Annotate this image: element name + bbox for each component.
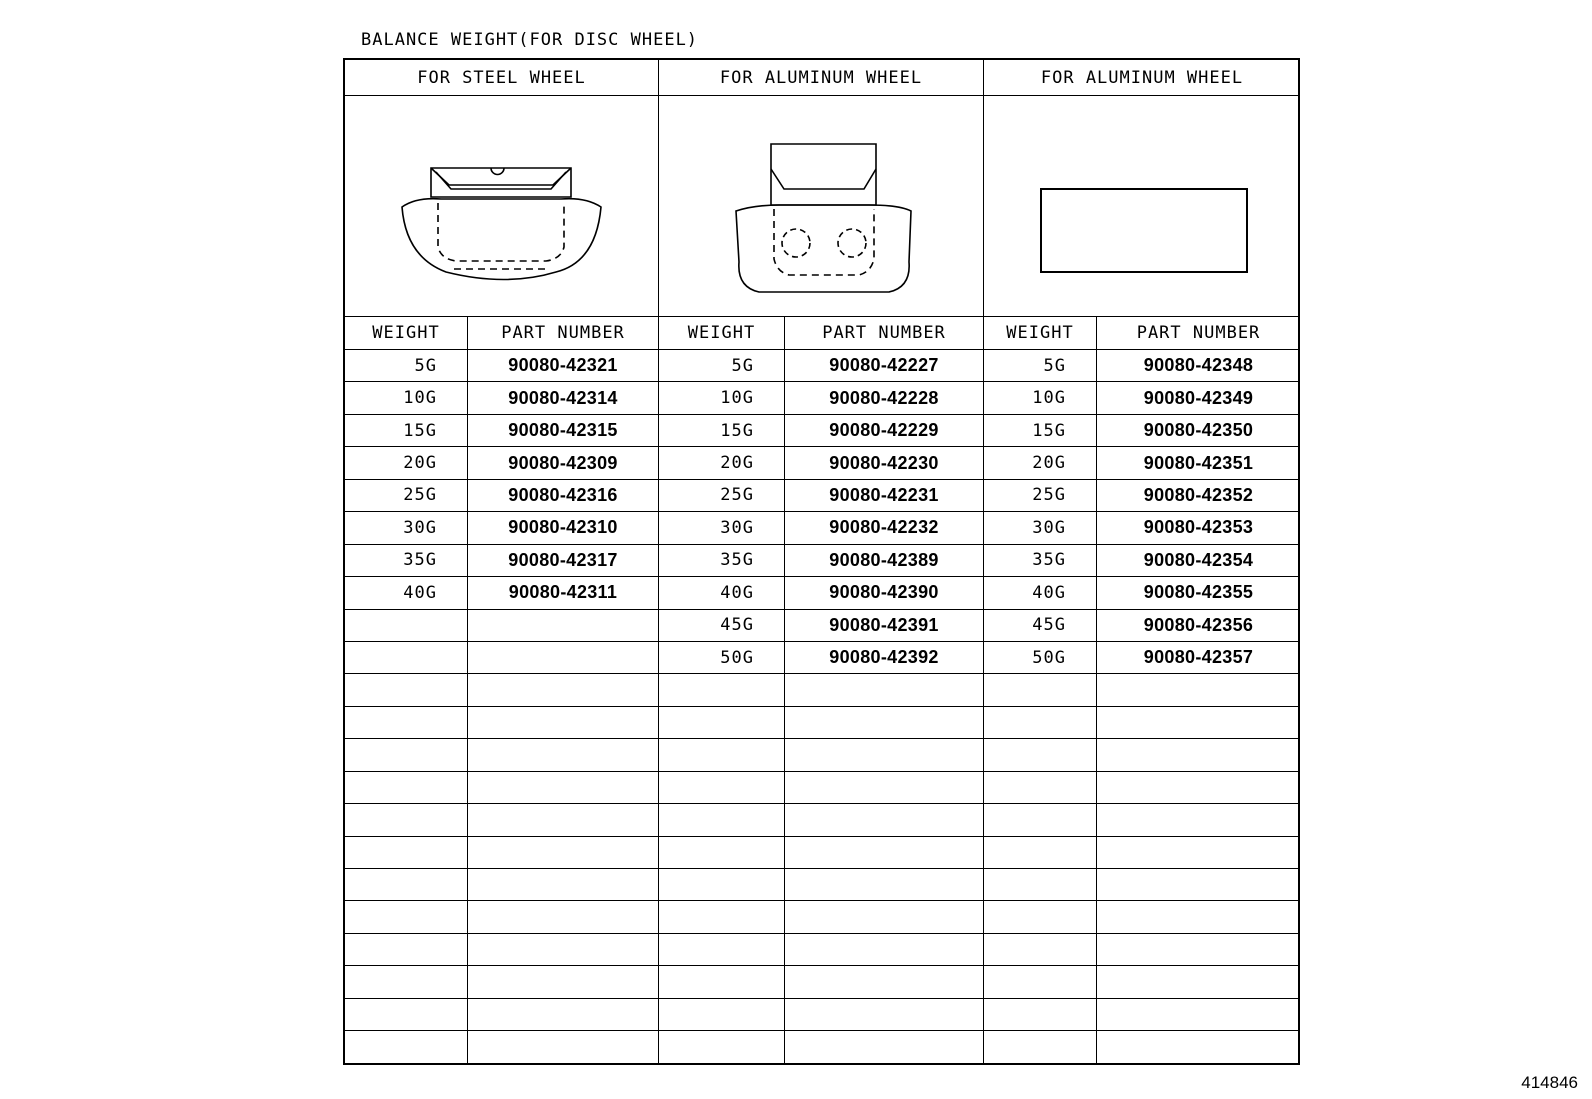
empty-weight-cell bbox=[984, 966, 1097, 998]
empty-weight-cell bbox=[345, 837, 468, 869]
part-number-value: 90080-42350 bbox=[1097, 415, 1300, 447]
empty-weight-cell bbox=[345, 674, 468, 706]
empty-part-cell bbox=[1097, 707, 1300, 739]
adhesive-weight-drawing bbox=[985, 97, 1299, 316]
empty-part-cell bbox=[785, 707, 984, 739]
empty-part-cell bbox=[1097, 934, 1300, 966]
part-number-value: 90080-42231 bbox=[785, 480, 984, 512]
aluminum-clip-weight-illustration bbox=[659, 96, 984, 317]
part-number-value: 90080-42392 bbox=[785, 642, 984, 674]
empty-weight-cell bbox=[984, 772, 1097, 804]
col-header-weight-steel: WEIGHT bbox=[345, 317, 468, 350]
empty-part-cell bbox=[1097, 901, 1300, 933]
empty-weight-cell bbox=[659, 966, 785, 998]
weight-value: 35G bbox=[659, 545, 785, 577]
empty-part-cell bbox=[785, 966, 984, 998]
weight-value: 20G bbox=[345, 447, 468, 479]
empty-weight-cell bbox=[659, 804, 785, 836]
weight-value: 30G bbox=[659, 512, 785, 544]
empty-part-cell bbox=[785, 901, 984, 933]
empty-part-cell bbox=[1097, 804, 1300, 836]
weight-value: 45G bbox=[984, 610, 1097, 642]
part-number-value: 90080-42389 bbox=[785, 545, 984, 577]
empty-weight-cell bbox=[659, 901, 785, 933]
weight-value: 20G bbox=[984, 447, 1097, 479]
part-number-value: 90080-42314 bbox=[468, 382, 659, 414]
empty-part-cell bbox=[1097, 772, 1300, 804]
empty-part-cell bbox=[468, 674, 659, 706]
section-header-steel: FOR STEEL WHEEL bbox=[345, 60, 659, 96]
weight-value: 10G bbox=[345, 382, 468, 414]
col-header-weight-alu-clip: WEIGHT bbox=[659, 317, 785, 350]
weight-value: 50G bbox=[659, 642, 785, 674]
part-number-value: 90080-42355 bbox=[1097, 577, 1300, 609]
weight-value: 5G bbox=[659, 350, 785, 382]
empty-weight-cell bbox=[984, 934, 1097, 966]
aluminum-clip-weight-drawing bbox=[659, 97, 983, 316]
empty-part-cell bbox=[468, 934, 659, 966]
empty-part-cell bbox=[1097, 966, 1300, 998]
empty-weight-cell bbox=[345, 934, 468, 966]
weight-value: 35G bbox=[984, 545, 1097, 577]
empty-part-cell bbox=[468, 642, 659, 674]
empty-weight-cell bbox=[984, 707, 1097, 739]
part-number-value: 90080-42309 bbox=[468, 447, 659, 479]
empty-part-cell bbox=[468, 837, 659, 869]
empty-part-cell bbox=[468, 1031, 659, 1063]
part-number-value: 90080-42391 bbox=[785, 610, 984, 642]
empty-part-cell bbox=[1097, 869, 1300, 901]
empty-part-cell bbox=[468, 610, 659, 642]
empty-weight-cell bbox=[345, 869, 468, 901]
empty-weight-cell bbox=[659, 674, 785, 706]
col-header-part-alu-adhesive: PART NUMBER bbox=[1097, 317, 1300, 350]
part-number-value: 90080-42227 bbox=[785, 350, 984, 382]
part-number-value: 90080-42228 bbox=[785, 382, 984, 414]
empty-part-cell bbox=[468, 804, 659, 836]
steel-clip-weight-drawing bbox=[346, 97, 658, 316]
part-number-value: 90080-42230 bbox=[785, 447, 984, 479]
steel-weight-illustration bbox=[345, 96, 659, 317]
adhesive-weight-illustration bbox=[984, 96, 1300, 317]
part-number-value: 90080-42390 bbox=[785, 577, 984, 609]
empty-weight-cell bbox=[659, 837, 785, 869]
part-number-value: 90080-42353 bbox=[1097, 512, 1300, 544]
empty-weight-cell bbox=[984, 901, 1097, 933]
empty-weight-cell bbox=[345, 610, 468, 642]
part-number-value: 90080-42352 bbox=[1097, 480, 1300, 512]
weight-value: 40G bbox=[984, 577, 1097, 609]
weight-value: 25G bbox=[659, 480, 785, 512]
part-number-value: 90080-42349 bbox=[1097, 382, 1300, 414]
empty-weight-cell bbox=[659, 707, 785, 739]
empty-part-cell bbox=[468, 772, 659, 804]
weight-value: 35G bbox=[345, 545, 468, 577]
empty-weight-cell bbox=[345, 1031, 468, 1063]
empty-weight-cell bbox=[345, 901, 468, 933]
empty-weight-cell bbox=[345, 966, 468, 998]
weight-value: 40G bbox=[345, 577, 468, 609]
empty-weight-cell bbox=[984, 837, 1097, 869]
part-number-value: 90080-42315 bbox=[468, 415, 659, 447]
empty-part-cell bbox=[1097, 999, 1300, 1031]
empty-part-cell bbox=[785, 999, 984, 1031]
section-header-aluminum-clip: FOR ALUMINUM WHEEL bbox=[659, 60, 984, 96]
part-number-value: 90080-42348 bbox=[1097, 350, 1300, 382]
empty-part-cell bbox=[785, 837, 984, 869]
weight-value: 5G bbox=[345, 350, 468, 382]
empty-weight-cell bbox=[984, 739, 1097, 771]
weight-value: 5G bbox=[984, 350, 1097, 382]
col-header-part-steel: PART NUMBER bbox=[468, 317, 659, 350]
weight-value: 30G bbox=[984, 512, 1097, 544]
weight-value: 40G bbox=[659, 577, 785, 609]
empty-weight-cell bbox=[659, 869, 785, 901]
empty-part-cell bbox=[468, 869, 659, 901]
empty-weight-cell bbox=[345, 772, 468, 804]
empty-weight-cell bbox=[984, 869, 1097, 901]
empty-part-cell bbox=[1097, 739, 1300, 771]
empty-part-cell bbox=[468, 901, 659, 933]
empty-part-cell bbox=[468, 707, 659, 739]
weight-value: 15G bbox=[659, 415, 785, 447]
empty-weight-cell bbox=[659, 1031, 785, 1063]
empty-part-cell bbox=[785, 772, 984, 804]
empty-weight-cell bbox=[659, 999, 785, 1031]
empty-weight-cell bbox=[345, 739, 468, 771]
document-number: 414846 bbox=[1521, 1073, 1578, 1092]
part-number-value: 90080-42351 bbox=[1097, 447, 1300, 479]
part-number-value: 90080-42232 bbox=[785, 512, 984, 544]
weight-value: 25G bbox=[345, 480, 468, 512]
empty-part-cell bbox=[1097, 1031, 1300, 1063]
page-title: BALANCE WEIGHT(FOR DISC WHEEL) bbox=[361, 30, 699, 50]
part-number-value: 90080-42321 bbox=[468, 350, 659, 382]
empty-weight-cell bbox=[659, 739, 785, 771]
part-number-value: 90080-42317 bbox=[468, 545, 659, 577]
balance-weight-table bbox=[343, 58, 1300, 1065]
empty-weight-cell bbox=[345, 642, 468, 674]
empty-weight-cell bbox=[984, 804, 1097, 836]
empty-part-cell bbox=[785, 1031, 984, 1063]
part-number-value: 90080-42316 bbox=[468, 480, 659, 512]
weight-value: 10G bbox=[659, 382, 785, 414]
empty-part-cell bbox=[785, 804, 984, 836]
col-header-weight-alu-adhesive: WEIGHT bbox=[984, 317, 1097, 350]
weight-value: 15G bbox=[984, 415, 1097, 447]
part-number-value: 90080-42356 bbox=[1097, 610, 1300, 642]
empty-weight-cell bbox=[984, 674, 1097, 706]
empty-weight-cell bbox=[659, 772, 785, 804]
empty-part-cell bbox=[468, 966, 659, 998]
section-header-aluminum-adhesive: FOR ALUMINUM WHEEL bbox=[984, 60, 1300, 96]
weight-value: 20G bbox=[659, 447, 785, 479]
weight-value: 45G bbox=[659, 610, 785, 642]
empty-weight-cell bbox=[345, 707, 468, 739]
empty-part-cell bbox=[468, 739, 659, 771]
empty-part-cell bbox=[468, 999, 659, 1031]
part-number-value: 90080-42229 bbox=[785, 415, 984, 447]
weight-value: 25G bbox=[984, 480, 1097, 512]
empty-part-cell bbox=[785, 674, 984, 706]
empty-part-cell bbox=[785, 934, 984, 966]
col-header-part-alu-clip: PART NUMBER bbox=[785, 317, 984, 350]
empty-weight-cell bbox=[345, 804, 468, 836]
weight-value: 30G bbox=[345, 512, 468, 544]
empty-weight-cell bbox=[345, 999, 468, 1031]
weight-value: 15G bbox=[345, 415, 468, 447]
weight-value: 10G bbox=[984, 382, 1097, 414]
empty-part-cell bbox=[785, 739, 984, 771]
empty-weight-cell bbox=[984, 1031, 1097, 1063]
empty-part-cell bbox=[785, 869, 984, 901]
empty-part-cell bbox=[1097, 674, 1300, 706]
part-number-value: 90080-42310 bbox=[468, 512, 659, 544]
part-number-value: 90080-42311 bbox=[468, 577, 659, 609]
empty-weight-cell bbox=[659, 934, 785, 966]
empty-weight-cell bbox=[984, 999, 1097, 1031]
part-number-value: 90080-42357 bbox=[1097, 642, 1300, 674]
weight-value: 50G bbox=[984, 642, 1097, 674]
empty-part-cell bbox=[1097, 837, 1300, 869]
part-number-value: 90080-42354 bbox=[1097, 545, 1300, 577]
